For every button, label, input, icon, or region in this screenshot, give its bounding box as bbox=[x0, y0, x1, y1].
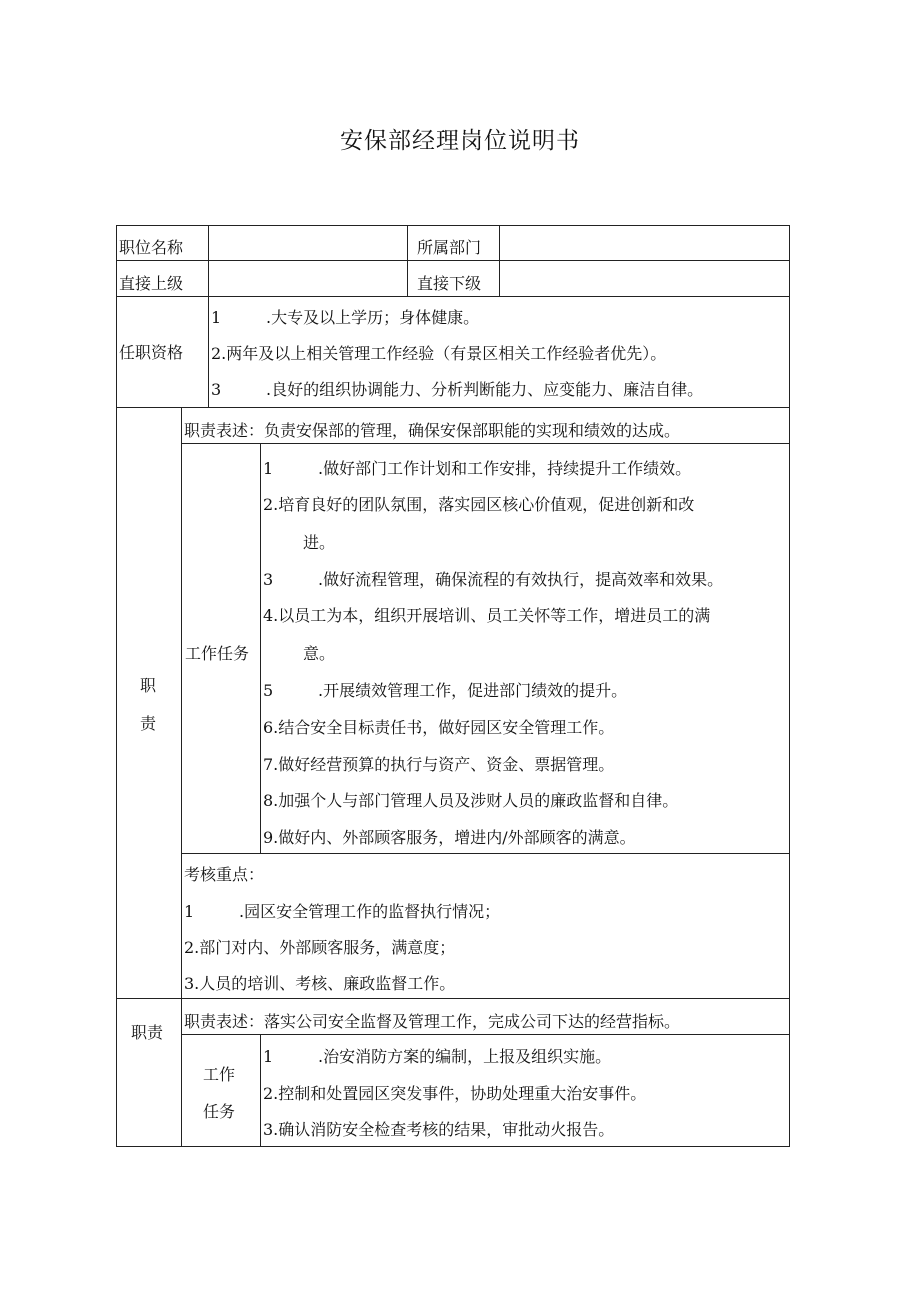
list-item: 2.两年及以上相关管理工作经验（有景区相关工作经验者优先）。 bbox=[211, 344, 667, 363]
list-item-number: 1 bbox=[184, 902, 195, 921]
department-label: 所属部门 bbox=[417, 238, 482, 257]
list-item: 6.结合安全目标责任书，做好园区安全管理工作。 bbox=[263, 718, 615, 737]
list-item-number: 3 bbox=[263, 570, 274, 589]
superior-label: 直接上级 bbox=[119, 274, 184, 293]
work-tasks-label-line-2: 任务 bbox=[203, 1102, 236, 1121]
list-item-number: 1 bbox=[263, 1047, 274, 1066]
work-tasks-label: 工作任务 bbox=[185, 644, 250, 663]
duties-label-char-2: 责 bbox=[140, 714, 157, 733]
assessment-label: 考核重点： bbox=[184, 865, 265, 884]
list-item: .园区安全管理工作的监督执行情况； bbox=[239, 902, 501, 921]
list-item-number: 1 bbox=[211, 308, 222, 327]
duties-summary: 职责表述：负责安保部的管理，确保安保部职能的实现和绩效的达成。 bbox=[184, 421, 681, 440]
page-title: 安保部经理岗位说明书 bbox=[340, 128, 580, 154]
table-rule bbox=[181, 853, 790, 854]
list-item: 3.确认消防安全检查考核的结果，审批动火报告。 bbox=[263, 1120, 615, 1139]
table-border-left bbox=[116, 225, 117, 1147]
work-tasks-label-line-1: 工作 bbox=[203, 1065, 236, 1084]
table-border-bottom bbox=[116, 1146, 790, 1147]
list-item: 9.做好内、外部顾客服务，增进内/外部顾客的满意。 bbox=[263, 828, 636, 847]
list-item: .治安消防方案的编制，上报及组织实施。 bbox=[318, 1047, 612, 1066]
duties-label: 职责 bbox=[131, 1023, 164, 1042]
list-item: 3.人员的培训、考核、廉政监督工作。 bbox=[184, 974, 456, 993]
duties-summary: 职责表述：落实公司安全监督及管理工作，完成公司下达的经营指标。 bbox=[184, 1012, 681, 1031]
list-item: 8.加强个人与部门管理人员及涉财人员的廉政监督和自律。 bbox=[263, 791, 679, 810]
list-item: .大专及以上学历；身体健康。 bbox=[266, 308, 480, 327]
table-rule-vertical bbox=[407, 225, 408, 297]
table-rule-vertical bbox=[260, 1034, 261, 1147]
list-item-number: 5 bbox=[263, 681, 274, 700]
table-rule-vertical bbox=[208, 225, 209, 408]
list-item: 2.部门对内、外部顾客服务，满意度； bbox=[184, 938, 456, 957]
qualifications-label: 任职资格 bbox=[119, 343, 184, 362]
table-rule bbox=[116, 260, 790, 261]
table-border-right bbox=[789, 225, 790, 1147]
list-item: .开展绩效管理工作，促进部门绩效的提升。 bbox=[318, 681, 628, 700]
list-item: 4.以员工为本，组织开展培训、员工关怀等工作，增进员工的满 bbox=[263, 606, 711, 625]
list-item: .良好的组织协调能力、分析判断能力、应变能力、廉洁自律。 bbox=[266, 380, 704, 399]
table-rule bbox=[116, 296, 790, 297]
table-rule bbox=[116, 998, 790, 999]
table-rule-vertical bbox=[181, 407, 182, 1147]
position-label: 职位名称 bbox=[119, 238, 184, 257]
list-item: 2.培育良好的团队氛围，落实园区核心价值观，促进创新和改 bbox=[263, 495, 695, 514]
table-rule bbox=[181, 1034, 790, 1035]
list-item: .做好部门工作计划和工作安排，持续提升工作绩效。 bbox=[318, 459, 692, 478]
table-rule-vertical bbox=[260, 443, 261, 854]
subordinate-label: 直接下级 bbox=[417, 274, 482, 293]
list-item-number: 3 bbox=[211, 380, 222, 399]
table-border-top bbox=[116, 225, 790, 226]
table-rule bbox=[116, 407, 790, 408]
table-rule-vertical bbox=[499, 225, 500, 297]
list-item: 进。 bbox=[303, 533, 336, 552]
list-item: .做好流程管理，确保流程的有效执行，提高效率和效果。 bbox=[318, 570, 724, 589]
list-item: 2.控制和处置园区突发事件，协助处理重大治安事件。 bbox=[263, 1084, 647, 1103]
duties-label-char-1: 职 bbox=[140, 676, 157, 695]
list-item: 7.做好经营预算的执行与资产、资金、票据管理。 bbox=[263, 755, 615, 774]
table-rule bbox=[181, 443, 790, 444]
list-item-number: 1 bbox=[263, 459, 274, 478]
list-item: 意。 bbox=[303, 644, 336, 663]
